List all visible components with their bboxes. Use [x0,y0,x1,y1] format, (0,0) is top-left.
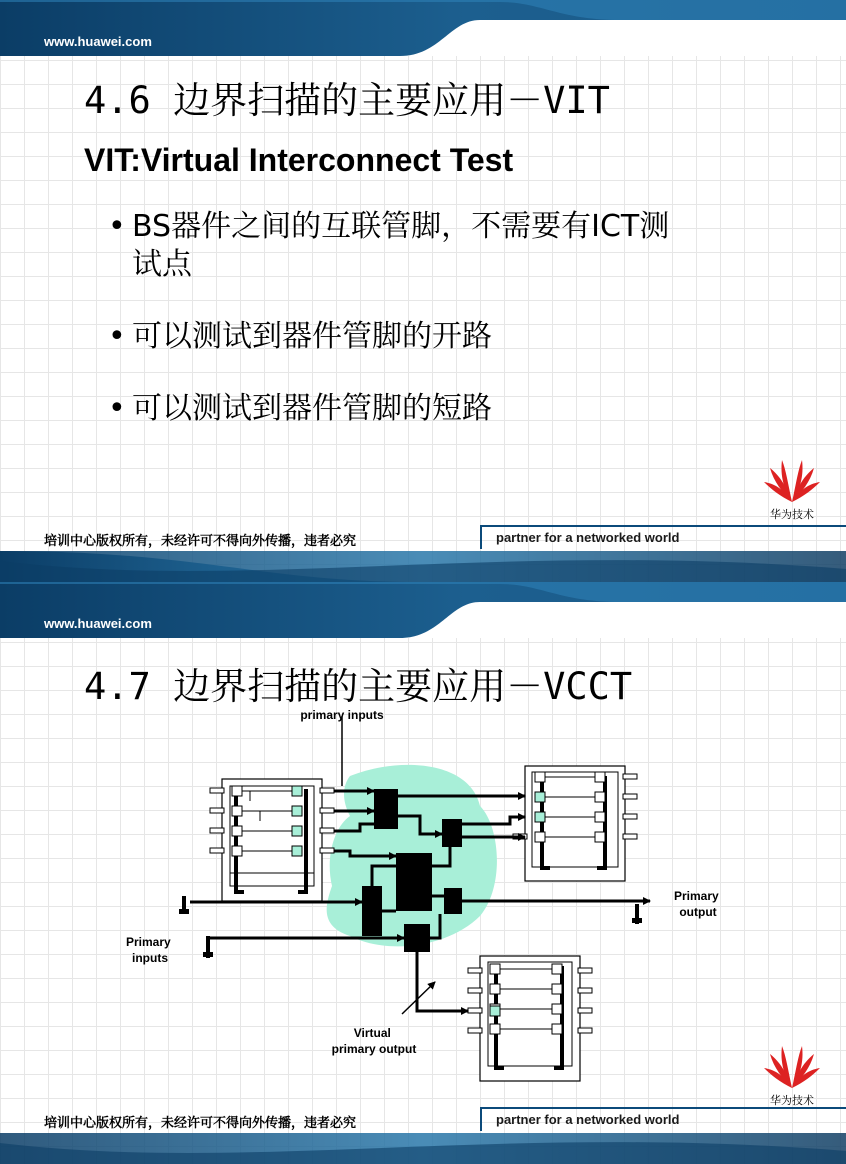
bullet-item: • 可以测试到器件管脚的短路 [108,390,728,428]
primary-inputs-label: Primary inputs [125,935,171,965]
right-ic-top [513,766,637,881]
footer-slogan: partner for a networked world [496,530,680,545]
virtual-output-label: Virtual primary output [331,1026,417,1056]
footer [0,523,846,582]
huawei-logo [754,452,830,524]
bottom-ic [468,956,592,1081]
huawei-logo-icon [754,1038,830,1092]
bullet-item: • 可以测试到器件管脚的开路 [108,318,728,356]
footer-band [0,1133,846,1164]
footer-copyright: 培训中心版权所有，未经许可不得向外传播，违者必究 [44,1116,357,1131]
footer-slogan-box [480,1107,846,1131]
footer-copyright: 培训中心版权所有，未经许可不得向外传播，违者必究 [44,534,357,549]
bullet-item: • BS器件之间的互联管脚，不需要有ICT测试点 [108,208,692,284]
logo-text: 华为技术 [770,1094,814,1107]
slide-title: 4.6 边界扫描的主要应用－VIT [84,79,610,122]
logo-text: 华为技术 [770,508,814,521]
site-url: www.huawei.com [44,34,152,49]
footer-band [0,551,846,582]
huawei-logo [754,1038,830,1110]
huawei-logo-icon [754,452,830,506]
vcct-diagram [110,706,740,1091]
primary-output-label: Primary output [673,889,719,919]
slide-vcct [0,582,846,1164]
left-ic [210,779,334,901]
site-url: www.huawei.com [44,616,152,631]
virtual-inputs-label: primary inputs [300,708,384,722]
bullet-list [108,208,728,462]
slide-title: 4.7 边界扫描的主要应用－VCCT [84,665,633,708]
footer-slogan: partner for a networked world [496,1112,680,1127]
slide-subtitle: VIT:Virtual Interconnect Test [84,142,514,178]
footer [0,1105,846,1164]
footer-slogan-box [480,525,846,549]
